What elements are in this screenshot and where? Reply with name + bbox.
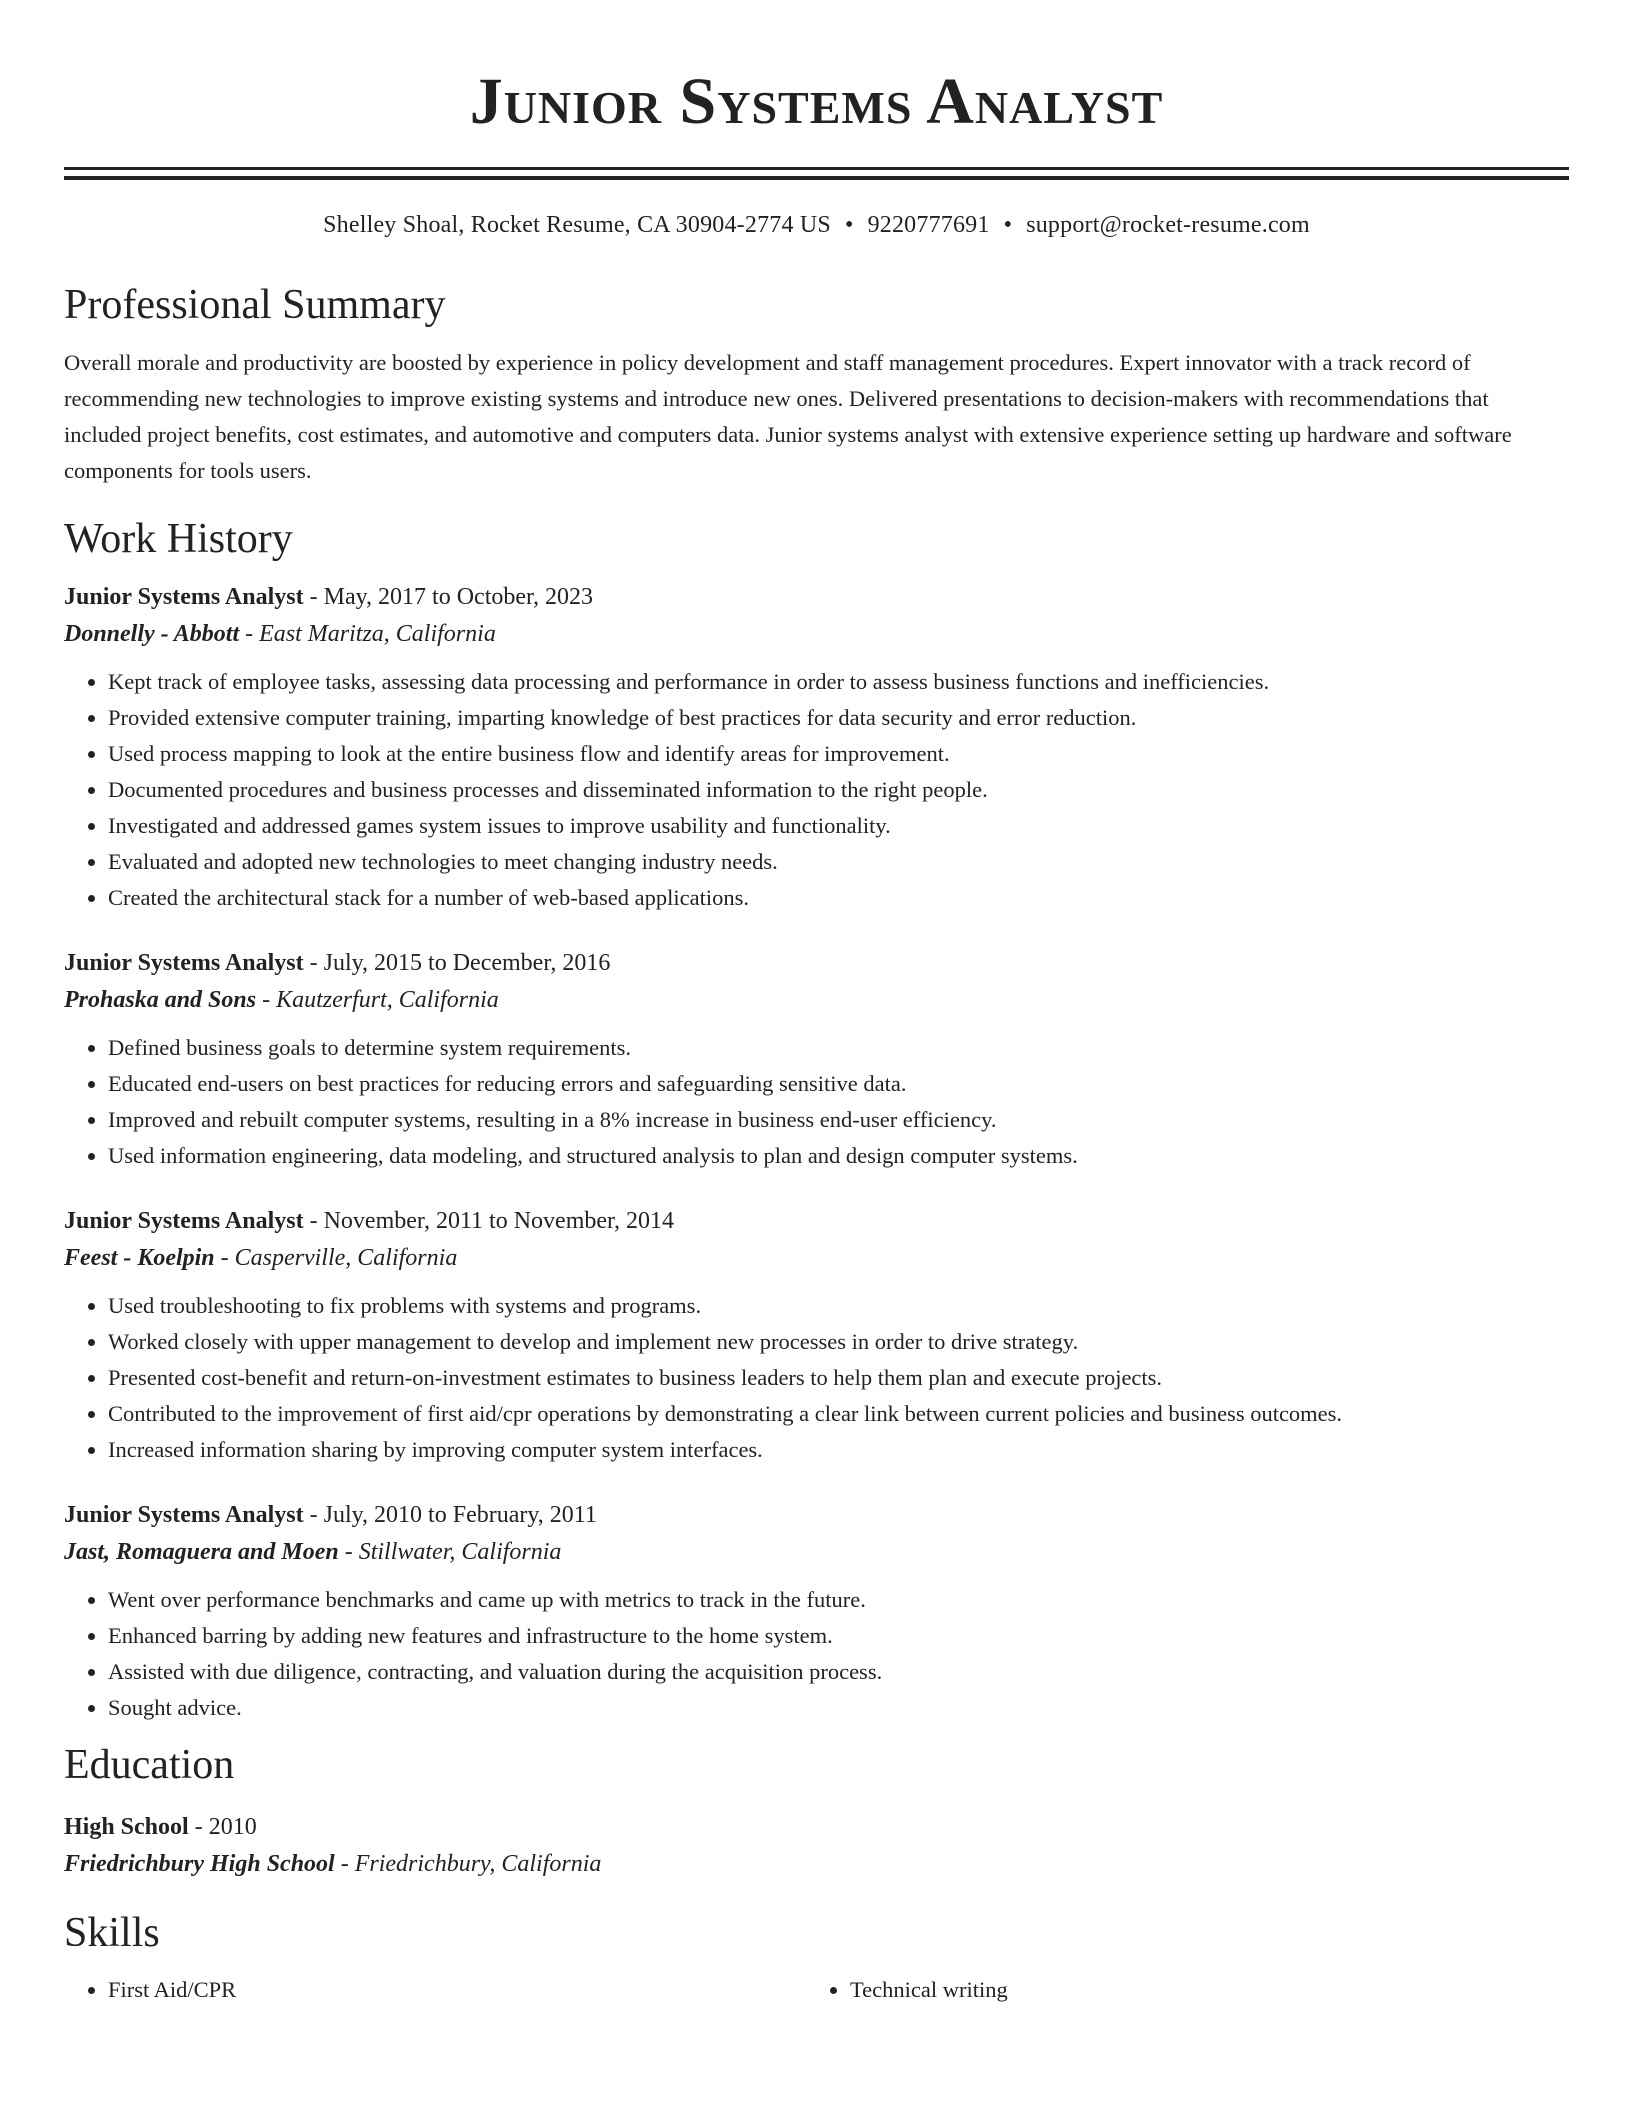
- job-bullets: [64, 1288, 1569, 1468]
- list-item: • Defined business goals to determine system requirements.: [108, 1030, 1569, 1066]
- job-company-line: [64, 614, 1569, 654]
- list-item: • Evaluated and adopted new technologies to meet changing industry needs.: [108, 844, 1569, 880]
- list-item: • Went over performance benchmarks and came up with metrics to track in the future.: [108, 1582, 1569, 1618]
- job-title: Junior Systems Analyst: [64, 1502, 304, 1528]
- job-entry: [64, 1498, 1569, 1726]
- job-company-line: [64, 1238, 1569, 1278]
- list-item: • Used process mapping to look at the entire business flow and identify areas for improvement.: [108, 736, 1569, 772]
- job-title-line: [64, 1204, 1569, 1238]
- title-divider-bottom: [64, 176, 1569, 180]
- list-item: • Improved and rebuilt computer systems, resulting in a 8% increase in business end-user efficiency.: [108, 1102, 1569, 1138]
- work-history-heading: Work History: [64, 516, 293, 562]
- education-school-line: [64, 1844, 1569, 1884]
- job-company: Prohaska and Sons: [64, 987, 257, 1013]
- skills-left-column: [64, 1972, 806, 2008]
- summary-text: Overall morale and productivity are boosted by experience in policy development and staff management procedures. Expert innovator with a track record of recommending new technologies to improve existing systems and introduce new ones. Delivered presentations to decision-makers with recommendations that included project benefits, cost estimates, and automotive and computers data. Junior systems analyst with extensive experience setting up hardware and software components for tools users.: [64, 350, 1512, 483]
- resume-page: [64, 0, 1569, 2008]
- job-title-line: [64, 946, 1569, 980]
- job-entry: [64, 580, 1569, 916]
- contact-line: [64, 210, 1569, 240]
- job-title: Junior Systems Analyst: [64, 584, 304, 610]
- education-degree-line: [64, 1810, 1569, 1844]
- education-school: Friedrichbury High School: [64, 1851, 335, 1877]
- job-dates: - November, 2011 to November, 2014: [303, 1208, 675, 1234]
- bullet-separator: •: [844, 212, 854, 238]
- list-item: • Investigated and addressed games system issues to improve usability and functionality.: [108, 808, 1569, 844]
- job-bullets: [64, 1030, 1569, 1174]
- skills-heading: Skills: [64, 1910, 160, 1956]
- job-title-line: [64, 580, 1569, 614]
- job-title-line: [64, 1498, 1569, 1532]
- job-dates: - July, 2015 to December, 2016: [303, 950, 611, 976]
- job-company: Jast, Romaguera and Moen: [64, 1539, 339, 1565]
- job-company: Donnelly - Abbott: [64, 621, 240, 647]
- job-bullets: [64, 1582, 1569, 1726]
- list-item: • Technical writing: [850, 1972, 1548, 2008]
- list-item: • Assisted with due diligence, contracting, and valuation during the acquisition process.: [108, 1654, 1569, 1690]
- list-item: • Educated end-users on best practices for reducing errors and safeguarding sensitive data.: [108, 1066, 1569, 1102]
- education-entry: [64, 1810, 1569, 1884]
- summary-heading: Professional Summary: [64, 282, 446, 328]
- list-item: • Kept track of employee tasks, assessing data processing and performance in order to assess business functions and inefficiencies.: [108, 664, 1569, 700]
- resume-title: Junior Systems Analyst: [469, 65, 1164, 138]
- list-item: • First Aid/CPR: [108, 1972, 806, 2008]
- job-company-line: [64, 1532, 1569, 1572]
- title-divider-top: [64, 167, 1569, 170]
- list-item: • Increased information sharing by improving computer system interfaces.: [108, 1432, 1569, 1468]
- job-title: Junior Systems Analyst: [64, 950, 304, 976]
- list-item: • Provided extensive computer training, imparting knowledge of best practices for data security and error reduction.: [108, 700, 1569, 736]
- job-bullets: [64, 664, 1569, 916]
- education-heading: Education: [64, 1742, 235, 1788]
- job-company-line: [64, 980, 1569, 1020]
- list-item: • Worked closely with upper management to develop and implement new processes in order to drive strategy.: [108, 1324, 1569, 1360]
- job-location: - Kautzerfurt, California: [256, 987, 499, 1013]
- list-item: • Presented cost-benefit and return-on-investment estimates to business leaders to help them plan and execute projects.: [108, 1360, 1569, 1396]
- list-item: • Used troubleshooting to fix problems with systems and programs.: [108, 1288, 1569, 1324]
- skills-right-column: [806, 1972, 1548, 2008]
- list-item: • Used information engineering, data modeling, and structured analysis to plan and design computer systems.: [108, 1138, 1569, 1174]
- job-dates: - May, 2017 to October, 2023: [303, 584, 594, 610]
- education-year: - 2010: [188, 1814, 257, 1840]
- list-item: • Enhanced barring by adding new features and infrastructure to the home system.: [108, 1618, 1569, 1654]
- list-item: • Documented procedures and business processes and disseminated information to the right people.: [108, 772, 1569, 808]
- contact-address: Shelley Shoal, Rocket Resume, CA 30904-2774 US: [323, 212, 831, 238]
- education-degree: High School: [64, 1814, 189, 1840]
- list-item: • Created the architectural stack for a number of web-based applications.: [108, 880, 1569, 916]
- job-company: Feest - Koelpin: [64, 1245, 215, 1271]
- list-item: • Contributed to the improvement of first aid/cpr operations by demonstrating a clear link between current policies and business outcomes.: [108, 1396, 1569, 1432]
- job-dates: - July, 2010 to February, 2011: [303, 1502, 597, 1528]
- job-location: - Casperville, California: [214, 1245, 458, 1271]
- job-location: - Stillwater, California: [338, 1539, 562, 1565]
- job-title: Junior Systems Analyst: [64, 1208, 304, 1234]
- contact-email: support@rocket-resume.com: [1026, 212, 1310, 238]
- job-location: - East Maritza, California: [239, 621, 496, 647]
- education-location: - Friedrichbury, California: [334, 1851, 602, 1877]
- bullet-separator: •: [1003, 212, 1013, 238]
- list-item: • Sought advice.: [108, 1690, 1569, 1726]
- contact-phone: 9220777691: [867, 212, 990, 238]
- job-entry: [64, 946, 1569, 1174]
- skills-columns: [64, 1972, 1569, 2008]
- job-entry: [64, 1204, 1569, 1468]
